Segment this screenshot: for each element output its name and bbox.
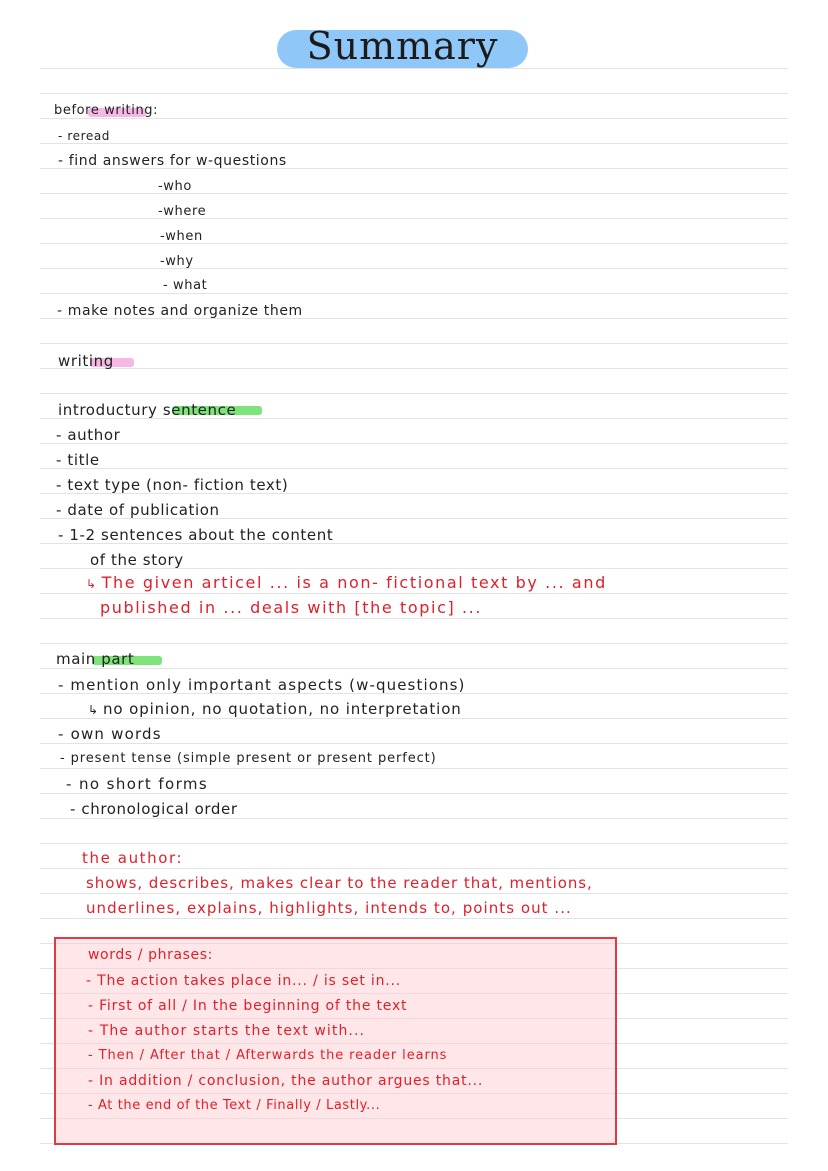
- phrase-item: - The action takes place in... / is set in...: [86, 973, 402, 989]
- ruled-line: [40, 343, 788, 344]
- sub-item-text: no opinion, no quotation, no interpretation: [102, 700, 462, 718]
- the-author-heading: the author:: [82, 849, 184, 867]
- example-sentence-line-1: [86, 574, 607, 593]
- section-heading-introductory-sentence: introductury sentence: [58, 401, 237, 419]
- list-item: - make notes and organize them: [57, 303, 303, 319]
- w-question-item: -why: [160, 254, 194, 269]
- ruled-line: [40, 143, 788, 144]
- the-author-verbs-line-2: underlines, explains, highlights, intends to, points out ...: [86, 899, 572, 917]
- ruled-line: [40, 268, 788, 269]
- phrase-item: - In addition / conclusion, the author argues that...: [88, 1073, 484, 1089]
- ruled-line: [40, 393, 788, 394]
- ruled-line: [40, 368, 788, 369]
- ruled-line: [40, 243, 788, 244]
- ruled-line: [40, 793, 788, 794]
- w-question-item: - what: [163, 278, 208, 293]
- list-item: - own words: [58, 725, 162, 743]
- ruled-line: [40, 643, 788, 644]
- phrase-item: - At the end of the Text / Finally / Lastly...: [88, 1098, 381, 1113]
- list-item: - no short forms: [66, 775, 209, 793]
- ruled-line: [40, 93, 788, 94]
- list-item: - mention only important aspects (w-questions): [58, 676, 466, 694]
- ruled-line: [40, 918, 788, 919]
- list-item: - chronological order: [70, 800, 238, 818]
- ruled-line: [40, 593, 788, 594]
- phrases-heading: words / phrases:: [88, 947, 213, 963]
- list-item: - title: [56, 451, 100, 469]
- w-question-item: -who: [158, 179, 192, 194]
- page-title: Summary: [306, 24, 499, 68]
- list-item: - 1-2 sentences about the content: [58, 526, 334, 544]
- list-item: - date of publication: [56, 501, 220, 519]
- ruled-line: [40, 193, 788, 194]
- example-sentence-line-2: published in ... deals with [the topic] ...: [100, 598, 483, 617]
- ruled-line: [40, 618, 788, 619]
- ruled-line: [40, 768, 788, 769]
- ruled-line: [40, 743, 788, 744]
- list-item: - find answers for w-questions: [58, 153, 287, 169]
- list-item: - present tense (simple present or present perfect): [60, 751, 437, 766]
- arrow-icon: ↳: [86, 577, 98, 591]
- w-question-item: -when: [160, 229, 203, 244]
- list-item-sub: [88, 700, 462, 719]
- section-heading-before-writing: before writing:: [54, 103, 159, 118]
- ruled-line: [40, 443, 788, 444]
- arrow-icon: ↳: [88, 703, 99, 717]
- example-text: The given articel ... is a non- fictional text by ... and: [101, 573, 607, 592]
- ruled-line: [40, 468, 788, 469]
- phrase-item: - The author starts the text with...: [88, 1023, 366, 1039]
- ruled-line: [40, 818, 788, 819]
- ruled-line: [40, 293, 788, 294]
- ruled-line: [40, 218, 788, 219]
- list-item: - author: [56, 426, 121, 444]
- phrase-item: - First of all / In the beginning of the text: [88, 998, 408, 1014]
- list-item-continuation: of the story: [90, 551, 184, 569]
- section-heading-main-part: main part: [56, 650, 135, 668]
- ruled-line: [40, 893, 788, 894]
- list-item: - text type (non- fiction text): [56, 476, 289, 494]
- phrase-item: - Then / After that / Afterwards the reader learns: [88, 1048, 448, 1063]
- ruled-line: [40, 668, 788, 669]
- ruled-line: [40, 843, 788, 844]
- w-question-item: -where: [158, 204, 207, 219]
- the-author-verbs-line-1: shows, describes, makes clear to the reader that, mentions,: [86, 874, 593, 892]
- section-heading-writing: writing: [58, 352, 114, 370]
- ruled-line: [40, 868, 788, 869]
- list-item: - reread: [58, 129, 111, 143]
